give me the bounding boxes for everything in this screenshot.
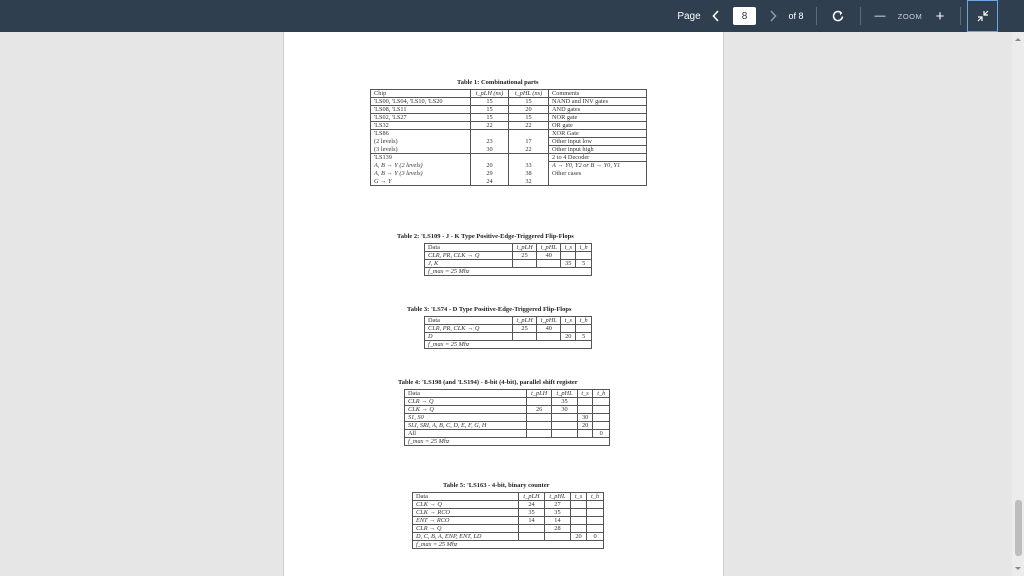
table-cell: 35: [544, 509, 570, 517]
table-row: [413, 501, 604, 509]
header-cell: t_pHL: [544, 493, 570, 501]
shift-register-table: [404, 389, 610, 446]
table-cell: [513, 260, 537, 268]
table-cell: 20: [577, 422, 593, 430]
table-cell: 17: [509, 138, 549, 146]
rotate-icon: [832, 10, 844, 22]
table-cell: [576, 325, 592, 333]
table-cell: 30: [552, 406, 577, 414]
table-cell: 40: [537, 325, 561, 333]
table-cell: [471, 154, 509, 162]
table-cell: 'LS00, 'LS04, 'LS10, 'LS20: [371, 98, 471, 106]
zoom-out-button[interactable]: —: [874, 10, 886, 22]
table1-caption: Table 1: Combinational parts: [457, 79, 539, 86]
table-cell: 15: [471, 114, 509, 122]
table-cell: 29: [471, 170, 509, 178]
table-cell: 0: [593, 430, 610, 438]
table-cell: 0: [587, 533, 604, 541]
table-header-row: [371, 90, 647, 98]
table-cell: [561, 252, 576, 260]
table-cell: CLR, PR, CLK → Q: [425, 325, 513, 333]
table-cell: [509, 130, 549, 138]
chevron-right-icon: [769, 10, 777, 22]
table-row: [405, 398, 610, 406]
exit-fullscreen-button[interactable]: [967, 0, 998, 32]
table-cell: [527, 414, 552, 422]
table-row: [371, 114, 647, 122]
table-cell: 20: [561, 333, 576, 341]
table-row: [371, 122, 647, 130]
table-row: [405, 414, 610, 422]
page-label: Page: [677, 10, 701, 22]
table-row: [371, 130, 647, 138]
table-cell: 15: [471, 98, 509, 106]
table-cell: 33: [509, 162, 549, 170]
d-flipflop-table: [424, 316, 592, 349]
jk-flipflop-table: [424, 243, 592, 276]
table-cell: D, C, B, A, ENP, ENT, LD: [413, 533, 519, 541]
table-cell: CLK → RCO: [413, 509, 519, 517]
table-cell: 'LS86: [371, 130, 471, 138]
header-cell: Data: [413, 493, 519, 501]
table-cell: [552, 430, 577, 438]
table-row: [413, 525, 604, 533]
table-row: [425, 260, 592, 268]
viewer-toolbar: [0, 0, 1024, 32]
table-cell: [587, 509, 604, 517]
table-cell: [537, 260, 561, 268]
header-cell: t_pLH (ns): [471, 90, 509, 98]
table-row: [425, 268, 592, 276]
table-cell: 28: [544, 525, 570, 533]
table-cell: [587, 525, 604, 533]
table-cell: 14: [544, 517, 570, 525]
table-cell: [570, 525, 586, 533]
table-cell: [576, 252, 592, 260]
combinational-parts-table: [370, 89, 647, 186]
table-header-row: [405, 390, 610, 398]
table-cell: XOR Gate: [549, 130, 647, 138]
table-row: [371, 178, 647, 186]
table-cell: 5: [576, 333, 592, 341]
table-cell: 'LS08, 'LS11: [371, 106, 471, 114]
header-cell: t_h: [576, 244, 592, 252]
table-cell: ENT → RCO: [413, 517, 519, 525]
table-cell: A → Y0, Y2 or B → Y0, Y1: [549, 162, 647, 170]
header-cell: t_pHL (ns): [509, 90, 549, 98]
table-cell: 22: [509, 122, 549, 130]
table-header-row: [425, 244, 592, 252]
table-header-row: [413, 493, 604, 501]
table-cell: 'LS32: [371, 122, 471, 130]
header-cell: Data: [425, 317, 513, 325]
table-cell: 15: [509, 114, 549, 122]
toolbar-divider: [960, 7, 961, 25]
table-cell: [519, 533, 545, 541]
table-cell: 26: [527, 406, 552, 414]
table-cell: [527, 398, 552, 406]
table-cell: 38: [509, 170, 549, 178]
table-cell: (3 levels): [371, 146, 471, 154]
table-cell: CLK → Q: [413, 501, 519, 509]
scroll-down-arrow-icon[interactable]: [1012, 564, 1024, 574]
prev-page-button[interactable]: [707, 0, 725, 32]
table-cell: [570, 509, 586, 517]
table-cell: f_max = 25 Mhz: [405, 438, 610, 446]
table-cell: 27: [544, 501, 570, 509]
toolbar-divider: [816, 7, 817, 25]
header-cell: t_pLH: [513, 244, 537, 252]
table-row: [371, 98, 647, 106]
collapse-icon: [977, 10, 989, 22]
table-cell: 14: [519, 517, 545, 525]
table-cell: [587, 501, 604, 509]
table-cell: [587, 517, 604, 525]
page-count: of 8: [788, 11, 804, 21]
table-cell: [544, 533, 570, 541]
header-cell: t_pHL: [537, 244, 561, 252]
table-row: [371, 154, 647, 162]
table-cell: 5: [576, 260, 592, 268]
header-cell: t_s: [561, 244, 576, 252]
table-cell: D: [425, 333, 513, 341]
table-cell: [570, 501, 586, 509]
table-row: [405, 438, 610, 446]
header-cell: t_s: [561, 317, 576, 325]
header-cell: t_h: [593, 390, 610, 398]
table-cell: 35: [561, 260, 576, 268]
table-cell: 23: [471, 138, 509, 146]
table-cell: [471, 130, 509, 138]
table-cell: [519, 525, 545, 533]
table-row: [371, 106, 647, 114]
zoom-label: ZOOM: [897, 11, 923, 21]
table-cell: 35: [552, 398, 577, 406]
table-row: [371, 170, 647, 178]
table-cell: 'LS139: [371, 154, 471, 162]
table-row: [371, 146, 647, 154]
scrollbar-thumb[interactable]: [1015, 500, 1022, 556]
table-row: [413, 517, 604, 525]
table-row: [405, 430, 610, 438]
table-row: [405, 422, 610, 430]
table-row: [413, 533, 604, 541]
table-cell: [593, 398, 610, 406]
header-cell: t_h: [576, 317, 592, 325]
table-cell: A, B → Y (2 levels): [371, 162, 471, 170]
table-cell: [561, 325, 576, 333]
table-cell: [509, 154, 549, 162]
header-cell: t_pLH: [519, 493, 545, 501]
table-cell: 20: [509, 106, 549, 114]
table-cell: [549, 178, 647, 186]
table-cell: 24: [471, 178, 509, 186]
table-row: [425, 341, 592, 349]
table-header-row: [425, 317, 592, 325]
table-cell: [577, 406, 593, 414]
table-cell: [577, 430, 593, 438]
pdf-page: [283, 32, 724, 576]
table-cell: 40: [537, 252, 561, 260]
binary-counter-table: [412, 492, 604, 549]
next-page-button[interactable]: [764, 0, 782, 32]
table-cell: 24: [519, 501, 545, 509]
table-row: [425, 325, 592, 333]
table-cell: f_max = 25 Mhz: [413, 541, 604, 549]
table-row: [413, 541, 604, 549]
table-cell: [570, 517, 586, 525]
chevron-left-icon: [712, 10, 720, 22]
table-cell: 25: [513, 325, 537, 333]
table-cell: Other input low: [549, 138, 647, 146]
table-cell: Other input high: [549, 146, 647, 154]
table-cell: AND gates: [549, 106, 647, 114]
table-cell: 20: [471, 162, 509, 170]
table-cell: [593, 406, 610, 414]
toolbar-divider: [860, 7, 861, 25]
table-cell: CLR, PR, CLK → Q: [425, 252, 513, 260]
table5-caption: Table 5: 'LS163 - 4-bit, binary counter: [443, 482, 550, 489]
table-cell: 20: [570, 533, 586, 541]
document-viewer: [0, 32, 1024, 576]
header-cell: Data: [405, 390, 527, 398]
table-cell: 22: [471, 122, 509, 130]
table-cell: OR gate: [549, 122, 647, 130]
table-cell: SLI, SRI, A, B, C, D, E, F, G, H: [405, 422, 527, 430]
table-cell: [593, 422, 610, 430]
table-cell: S1, S0: [405, 414, 527, 422]
table-cell: 32: [509, 178, 549, 186]
table-cell: All: [405, 430, 527, 438]
table-row: [425, 252, 592, 260]
table-cell: f_max = 25 Mhz: [425, 268, 592, 276]
zoom-in-button[interactable]: +: [935, 7, 945, 25]
table-cell: 30: [471, 146, 509, 154]
table-cell: CLR → Q: [405, 398, 527, 406]
table-cell: 15: [471, 106, 509, 114]
table-cell: [513, 333, 537, 341]
header-cell: t_pHL: [552, 390, 577, 398]
table2-caption: Table 2: 'LS109 - J - K Type Positive-Edge-Triggered Flip-Flops: [397, 233, 574, 240]
header-cell: t_s: [577, 390, 593, 398]
table-cell: 'LS02, 'LS27: [371, 114, 471, 122]
table-cell: [527, 422, 552, 430]
table-cell: NAND and INV gates: [549, 98, 647, 106]
header-cell: t_h: [587, 493, 604, 501]
header-cell: t_pHL: [537, 317, 561, 325]
vertical-scrollbar[interactable]: [1012, 32, 1024, 576]
table-cell: NOR gate: [549, 114, 647, 122]
table-cell: Other cases: [549, 170, 647, 178]
table-row: [405, 406, 610, 414]
table-cell: (2 levels): [371, 138, 471, 146]
table-cell: [577, 398, 593, 406]
table-cell: f_max = 25 Mhz: [425, 341, 592, 349]
table-row: [413, 509, 604, 517]
header-cell: Chip: [371, 90, 471, 98]
table-row: [371, 138, 647, 146]
table-cell: J, K: [425, 260, 513, 268]
header-cell: t_pLH: [527, 390, 552, 398]
table-row: [425, 333, 592, 341]
rotate-button[interactable]: [829, 0, 847, 32]
table-cell: [552, 422, 577, 430]
table-cell: [537, 333, 561, 341]
table-cell: [552, 414, 577, 422]
table-cell: A, B → Y (3 levels): [371, 170, 471, 178]
table-cell: [527, 430, 552, 438]
header-cell: t_pLH: [513, 317, 537, 325]
table-cell: 15: [509, 98, 549, 106]
table4-caption: Table 4: 'LS198 (and 'LS194) - 8-bit (4-bit), parallel shift register: [398, 379, 578, 386]
scroll-up-arrow-icon[interactable]: [1012, 34, 1024, 44]
table-cell: 22: [509, 146, 549, 154]
table-cell: 30: [577, 414, 593, 422]
table3-caption: Table 3: 'LS74 - D Type Positive-Edge-Triggered Flip-Flops: [407, 306, 572, 313]
table-cell: 2 to 4 Decoder: [549, 154, 647, 162]
table-cell: 25: [513, 252, 537, 260]
header-cell: t_s: [570, 493, 586, 501]
table-row: [371, 162, 647, 170]
table-cell: CLR → Q: [413, 525, 519, 533]
table-cell: CLK → Q: [405, 406, 527, 414]
header-cell: Data: [425, 244, 513, 252]
page-number-input[interactable]: 8: [733, 7, 756, 25]
table-cell: [593, 414, 610, 422]
header-cell: Comments: [549, 90, 647, 98]
table-cell: 35: [519, 509, 545, 517]
table-cell: G → Y: [371, 178, 471, 186]
